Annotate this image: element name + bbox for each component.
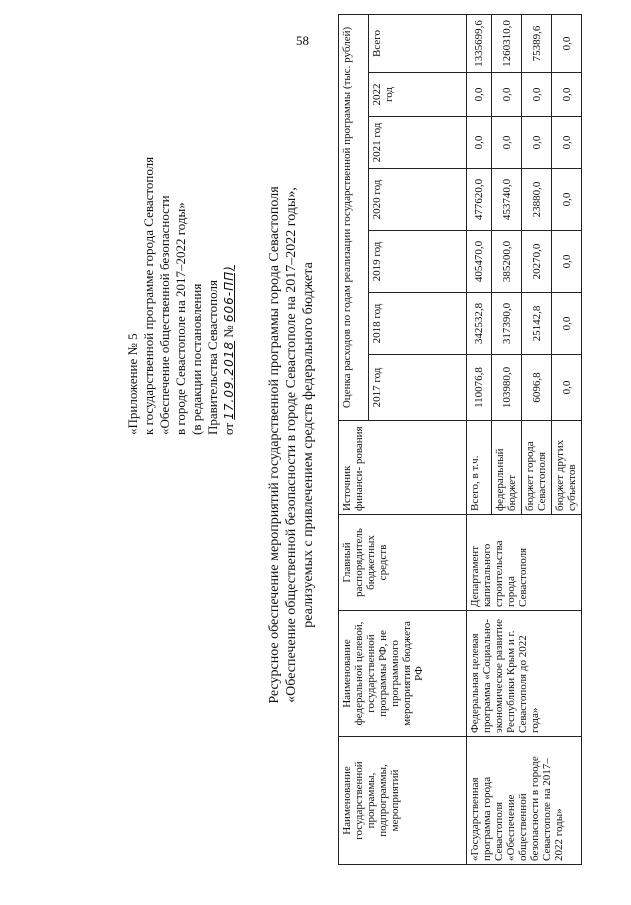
value-cell: 405470,0	[467, 231, 492, 293]
value-cell: 385200,0	[492, 231, 522, 293]
value-cell: 453740,0	[492, 169, 522, 231]
appendix-line: к государственной программе города Севастополя	[141, 156, 156, 435]
value-cell: 6096,8	[522, 355, 552, 421]
appendix-line: «Приложение № 5	[125, 333, 140, 435]
page-number: 58	[296, 33, 309, 48]
value-cell: 0,0	[552, 231, 582, 293]
header-year: 2020 год	[369, 169, 467, 231]
value-cell: 110076,8	[467, 355, 492, 421]
heading-line: Ресурсное обеспечение мероприятий государственной программы города Севастополя	[267, 186, 282, 704]
heading-line: реализуемых с привлечением средств федерального бюджета	[301, 262, 316, 628]
from-prefix: от	[221, 422, 236, 435]
table-row	[467, 15, 492, 865]
value-cell: 20270,0	[522, 231, 552, 293]
appendix-line: «Обеспечение общественной безопасности	[157, 195, 172, 435]
source-cell: бюджет города Севастополя	[522, 421, 552, 515]
number-prefix: №	[221, 325, 236, 338]
value-cell: 0,0	[552, 117, 582, 169]
handwritten-date: 17.09.2018	[222, 341, 236, 420]
value-cell: 0,0	[552, 169, 582, 231]
value-cell: 0,0	[522, 117, 552, 169]
value-cell: 342532,8	[467, 293, 492, 355]
source-cell: бюджет других субъектов	[552, 421, 582, 515]
value-cell: 0,0	[467, 73, 492, 117]
value-cell: 103980,0	[492, 355, 522, 421]
heading-line: «Обеспечение общественной безопасности в городе Севастополе на 2017–2022 годы»,	[284, 187, 299, 703]
rotated-page-content	[70, 15, 578, 875]
header-year: 2017 год	[369, 355, 467, 421]
header-source: Источник финанси- рования	[339, 421, 467, 515]
header-estimate: Оценка расходов по годам реализации государственной программы (тыс. рублей)	[339, 15, 369, 421]
value-cell: 23880,0	[522, 169, 552, 231]
manager-cell: Департамент капитального строительства города Севастополя	[467, 515, 582, 611]
appendix-date-line	[221, 15, 237, 435]
source-cell: федеральный бюджет	[492, 421, 522, 515]
value-cell: 0,0	[522, 73, 552, 117]
header-year: 2022 год	[369, 73, 467, 117]
header-name: Наименование государственной программы, подпрограммы, мероприятий	[339, 737, 467, 865]
header-manager: Главный распорядитель бюджетных средств	[339, 515, 467, 611]
value-cell: 0,0	[492, 117, 522, 169]
appendix-line: (в редакции постановления	[189, 283, 204, 435]
handwritten-number: 606-ПП)	[222, 265, 236, 323]
program-name-cell: «Государственная программа города Севастополя «Обеспечение общественной безопасности в городе Севастополе на 2017–2022 годы»	[467, 737, 582, 865]
header-year: 2021 год	[369, 117, 467, 169]
total-cell: 1335699,6	[467, 15, 492, 73]
resource-table	[338, 14, 582, 865]
header-federal: Наименование федеральной целевой, государственной программы РФ, не программного мероприятия бюджета РФ	[339, 611, 467, 737]
value-cell: 477620,0	[467, 169, 492, 231]
source-cell: Всего, в т.ч.	[467, 421, 492, 515]
header-total: Всего	[369, 15, 467, 73]
federal-program-cell: Федеральная целевая программа «Социально-экономическое развитие Республики Крым и г. Севастополя до 2022 года»	[467, 611, 582, 737]
value-cell: 0,0	[552, 293, 582, 355]
total-cell: 0,0	[552, 15, 582, 73]
total-cell: 75389,6	[522, 15, 552, 73]
total-cell: 1260310,0	[492, 15, 522, 73]
value-cell: 0,0	[552, 73, 582, 117]
header-year: 2019 год	[369, 231, 467, 293]
document-heading	[266, 55, 317, 835]
appendix-line: в городе Севастополе на 2017–2022 годы»	[173, 202, 188, 435]
value-cell: 0,0	[467, 117, 492, 169]
value-cell: 0,0	[552, 355, 582, 421]
value-cell: 0,0	[492, 73, 522, 117]
value-cell: 25142,8	[522, 293, 552, 355]
header-year: 2018 год	[369, 293, 467, 355]
appendix-header	[125, 15, 237, 435]
value-cell: 317390,0	[492, 293, 522, 355]
appendix-line: Правительства Севастополя	[205, 280, 220, 435]
